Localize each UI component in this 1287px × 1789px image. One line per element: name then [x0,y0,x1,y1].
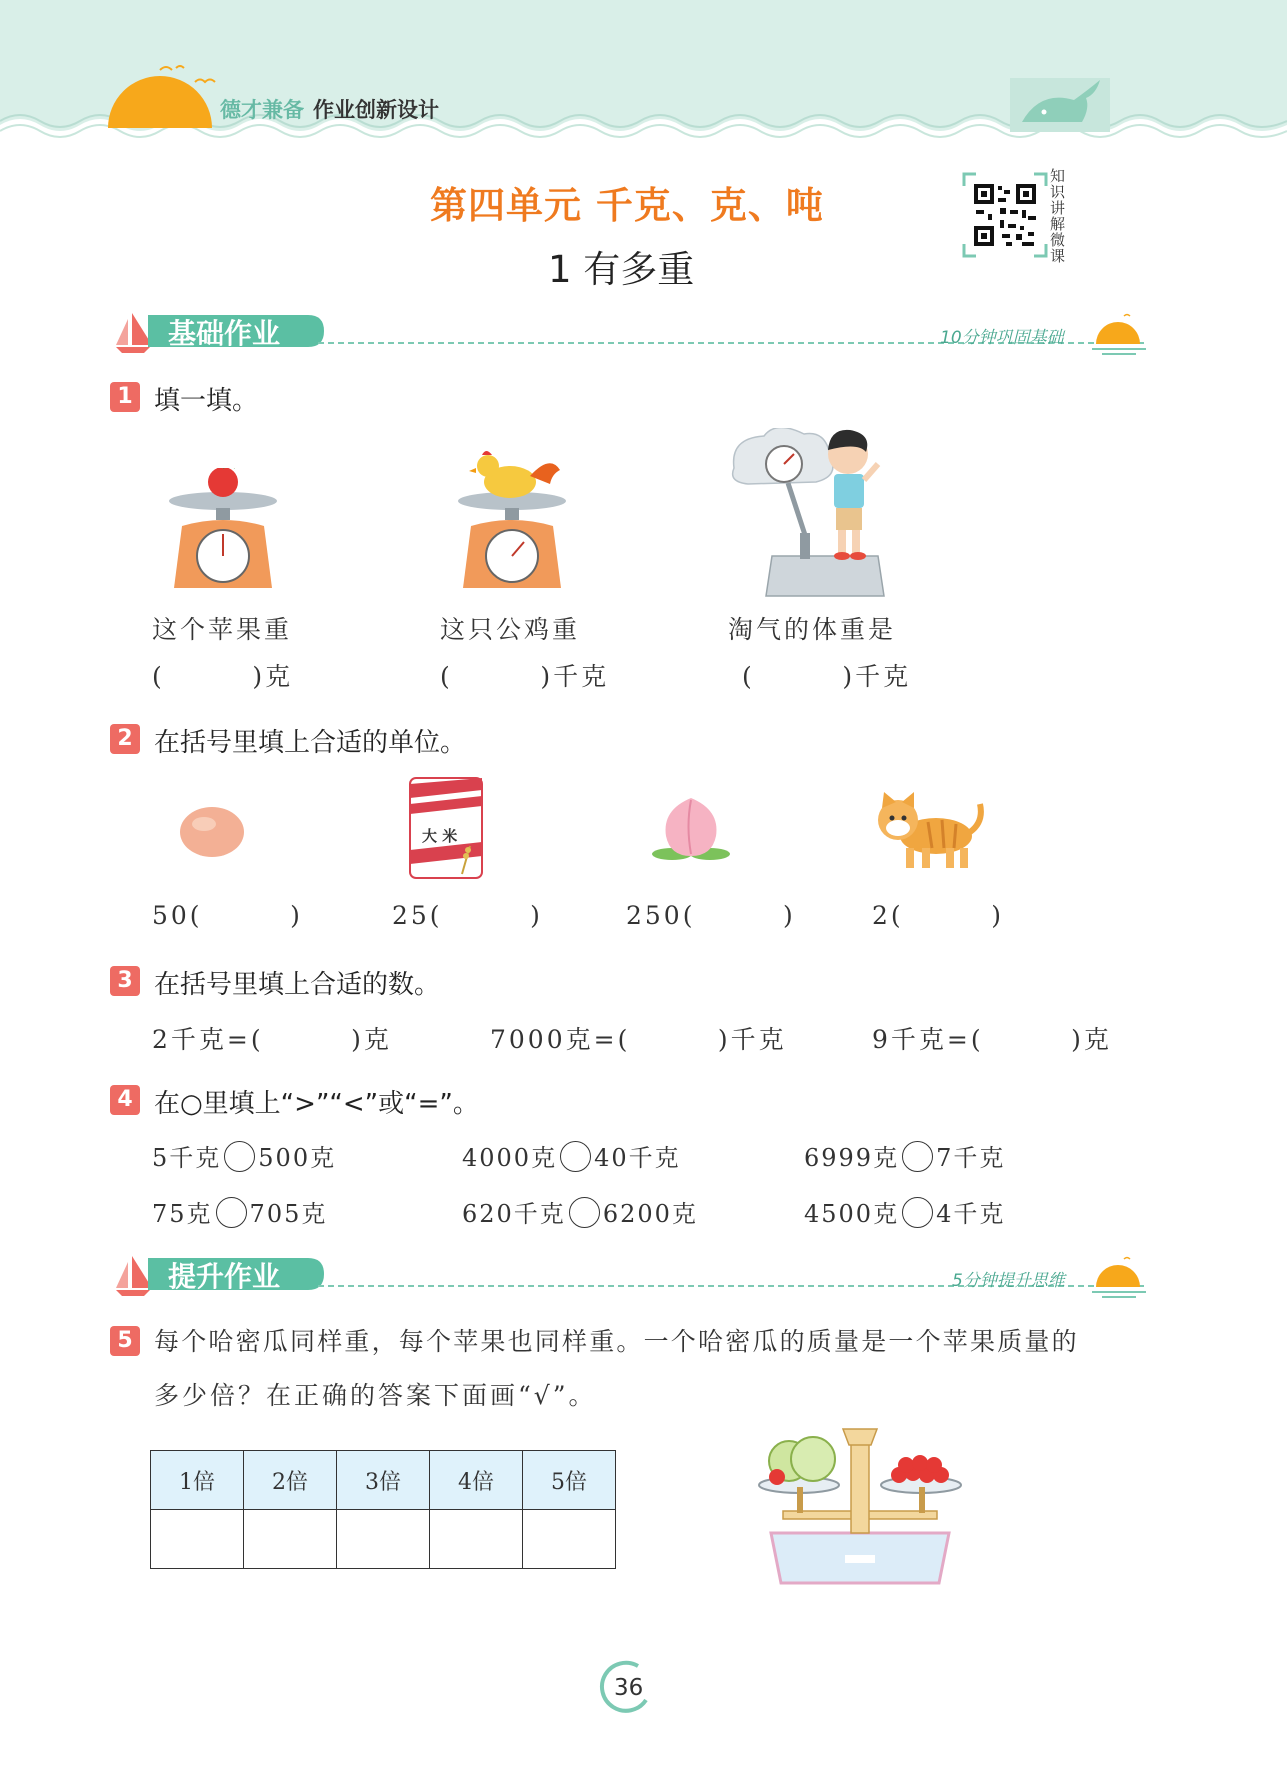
page-number: 36 [614,1675,644,1701]
compare-item: 75克 705克 [152,1194,327,1231]
compare-item: 4500克 4千克 [804,1194,1005,1231]
cat-image [872,792,984,872]
rice-bag-label: 大 米 [422,827,458,845]
section-title-advanced: 提升作业 [168,1260,281,1293]
answer-cell[interactable] [151,1510,244,1569]
question-number: 1 [110,382,140,412]
compare-circle[interactable] [569,1197,600,1228]
table-header-cell: 1倍 [151,1451,244,1510]
boy-on-scale-image [728,428,898,603]
q1-item-boy-label: 淘气的体重是 [728,615,897,644]
section-note-advanced: 5分钟提升思维 [952,1271,1065,1291]
brand-colored: 德才兼备 [220,98,304,122]
question-number: 5 [110,1326,140,1356]
q3-item-3: 9千克=( )克 [872,1025,1112,1054]
answer-table [150,1450,616,1569]
sunset-icon [1090,312,1148,358]
compare-circle[interactable] [902,1197,933,1228]
qr-label: 知识讲解微课 [1050,167,1066,265]
table-header-cell: 2倍 [244,1451,337,1510]
answer-cell[interactable] [430,1510,523,1569]
q3-item-1: 2千克=( )克 [152,1025,392,1054]
qr-code-icon[interactable] [962,172,1048,258]
egg-image [178,804,246,860]
question-number: 3 [110,966,140,996]
q1-item-rooster-label: 这只公鸡重 [440,615,581,644]
q1-item-boy-blank: ( )千克 [742,662,912,691]
unit-title: 第四单元 千克、克、吨 [430,184,824,227]
q5-text-line2: 多少倍？在正确的答案下面画“√”。 [154,1381,597,1410]
table-header-cell: 4倍 [430,1451,523,1510]
sunset-icon [1090,1255,1148,1301]
compare-circle[interactable] [902,1141,933,1172]
compare-item: 4000克 40千克 [462,1138,681,1175]
question-text: 在括号里填上合适的单位。 [154,728,467,758]
q2-item-egg: 50( ) [152,901,303,930]
section-note-basic: 10分钟巩固基础 [940,328,1064,348]
table-header-cell: 3倍 [337,1451,430,1510]
q3-item-2: 7000克=( )千克 [490,1025,787,1054]
compare-circle[interactable] [224,1141,255,1172]
q2-item-peach: 250( ) [626,901,796,930]
peach-image [650,790,732,864]
compare-circle[interactable] [216,1197,247,1228]
balance-scale-image [755,1425,965,1595]
question-text: 在括号里填上合适的数。 [154,970,441,1000]
q1-item-apple-blank: ( )克 [152,662,294,691]
question-number: 4 [110,1085,140,1115]
compare-item: 5千克 500克 [152,1138,336,1175]
question-text: 填一填。 [154,386,259,416]
section-title-basic: 基础作业 [168,317,281,350]
compare-item: 6999克 7千克 [804,1138,1005,1175]
brand-dark: 作业创新设计 [313,98,439,122]
compare-circle[interactable] [560,1141,591,1172]
table-header-cell: 5倍 [523,1451,616,1510]
q1-item-rooster-blank: ( )千克 [440,662,610,691]
q5-text-line1: 每个哈密瓜同样重，每个苹果也同样重。一个哈密瓜的质量是一个苹果质量的 [154,1327,1079,1356]
question-text: 在○里填上“>”“<”或“=”。 [154,1089,479,1119]
compare-item: 620千克 6200克 [462,1194,698,1231]
answer-cell[interactable] [523,1510,616,1569]
answer-cell[interactable] [244,1510,337,1569]
question-number: 2 [110,724,140,754]
scale-rooster-image [452,446,572,590]
q2-item-cat: 2( ) [872,901,1004,930]
q2-item-rice: 25( ) [392,901,543,930]
sun-logo-icon [100,60,220,130]
q1-item-apple-label: 这个苹果重 [152,615,293,644]
lesson-title: 1 有多重 [548,248,695,291]
answer-cell[interactable] [337,1510,430,1569]
whale-icon [1010,72,1110,132]
scale-apple-image [168,468,278,590]
